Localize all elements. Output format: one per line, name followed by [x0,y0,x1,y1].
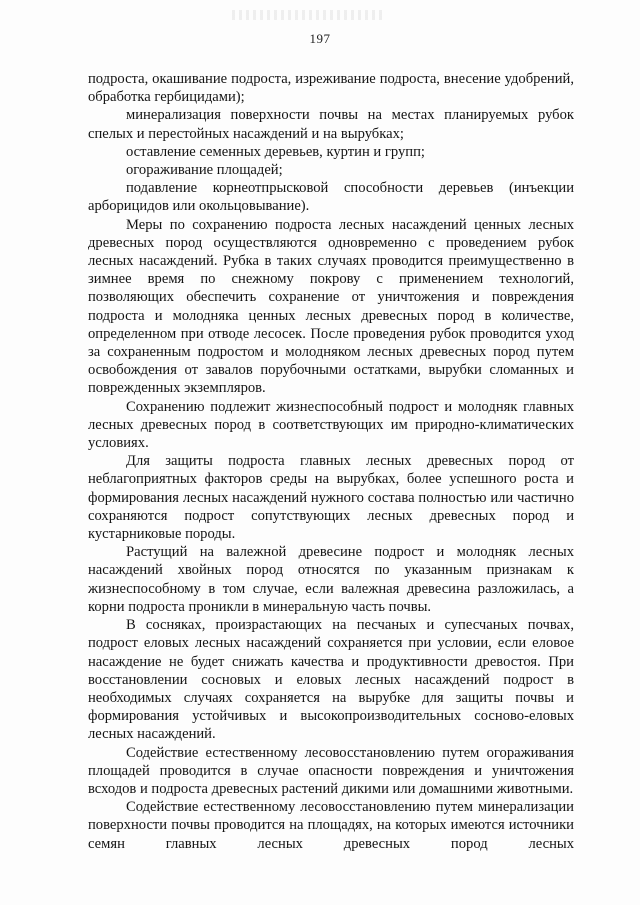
scan-artifact [232,10,382,20]
paragraph: В сосняках, произрастающих на песчаных и супесчаных почвах, подрост еловых лесных насаждений сохраняется при условии, если еловое насаждение не будет снижать качества и продуктивности древостоя. При восстановлении сосновых и еловых лесных насаждений подрост в необходимых случаях сохраняется на вырубке для защиты почвы и формирования устойчивых и высокопроизводительных сосново-еловых лесных насаждений. [88,617,574,743]
list-item: подавление корнеотпрысковой способности деревьев (инъекции арборицидов или окольцовывание). [88,180,574,215]
paragraph: подроста, окашивание подроста, изреживание подроста, внесение удобрений, обработка гербицидами); [88,71,574,106]
paragraph: Содействие естественному лесовосстановлению путем минерализации поверхности почвы проводится на площадях, на которых имеются источники семян главных лесных древесных пород лесных [88,799,574,852]
paragraph: Содействие естественному лесовосстановлению путем огораживания площадей проводится в случае опасности повреждения и уничтожения всходов и подроста древесных растений дикими или домашними животными. [88,744,574,797]
page-number: 197 [309,31,331,46]
list-item: оставление семенных деревьев, куртин и групп; [126,143,425,160]
paragraph: Сохранению подлежит жизнеспособный подрост и молодняк главных лесных древесных пород в соответствующих им природно-климатических условиях. [88,398,574,452]
list-item: огораживание площадей; [126,162,283,179]
paragraph: Меры по сохранению подроста лесных насаждений ценных лесных древесных пород осуществляются одновременно с проведением рубок лесных насаждений. Рубка в таких случаях проводится преимущественно в зимнее время по снежному покрову с применением технологий, позволяющих обеспечить сохранение от уничтожения и повреждения подроста и молодняка ценных лесных древесных пород в количестве, определенном при отводе лесосек. После проведения рубок проводится уход за сохраненным подростом и молодняком лесных древесных пород путем освобождения от завалов порубочными остатками, вырубки сломанных и поврежденных экземпляров. [88,216,574,397]
paragraph: Растущий на валежной древесине подрост и молодняк лесных насаждений хвойных пород относятся по указанным признакам к жизнеспособному в том случае, если валежная древесина разложилась, а корни подроста проникли в минеральную часть почвы. [88,544,574,615]
list-item: минерализация поверхности почвы на местах планируемых рубок спелых и перестойных насаждений и на вырубках; [88,107,574,142]
paragraph: Для защиты подроста главных лесных древесных пород от неблагоприятных факторов среды на вырубках, более успешного роста и формирования лесных насаждений нужного состава полностью или частично сохраняются подрост сопутствующих лесных древесных пород и кустарниковые породы. [88,453,574,543]
body-text [88,70,574,853]
